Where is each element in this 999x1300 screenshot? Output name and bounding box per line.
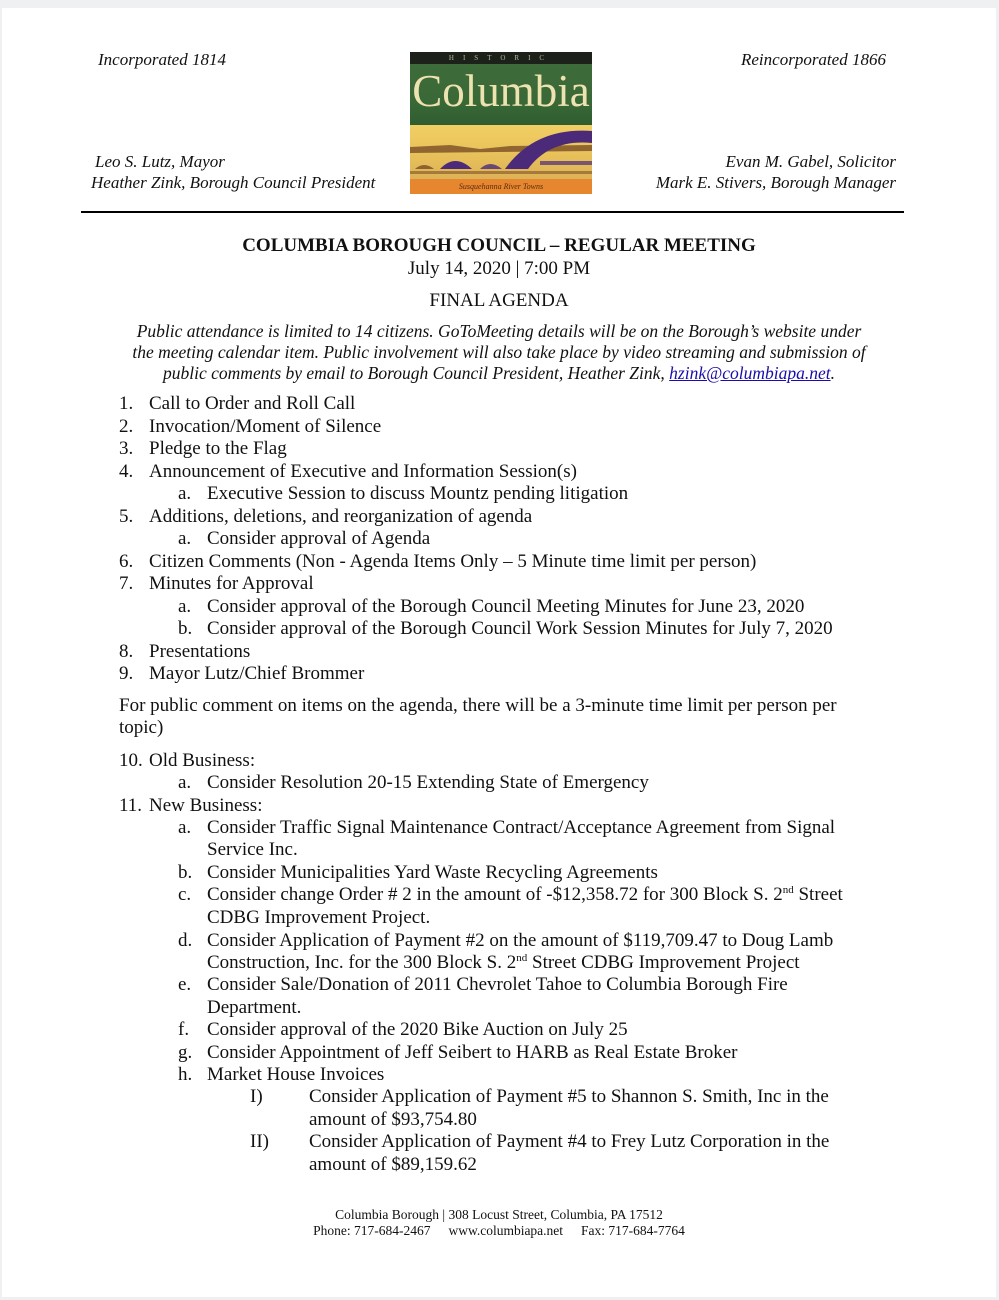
solicitor-name: Evan M. Gabel, Solicitor bbox=[725, 152, 896, 171]
footer-address: Columbia Borough | 308 Locust Street, Columbia, PA 17512 bbox=[335, 1207, 663, 1222]
meeting-datetime: July 14, 2020 | 7:00 PM bbox=[407, 258, 591, 279]
footer-website[interactable]: www.columbiapa.net bbox=[448, 1223, 564, 1238]
footer-fax: Fax: 717-684-7764 bbox=[581, 1223, 685, 1238]
incorporated-text: Incorporated 1814 bbox=[98, 50, 226, 69]
footer-contact bbox=[2, 1223, 996, 1239]
notice-line-1: Public attendance is limited to 14 citizens. GoToMeeting details will be on the Borough’s website under bbox=[136, 321, 862, 341]
public-comment-note-line-2: topic) bbox=[119, 717, 164, 738]
logo-bridge-band bbox=[410, 125, 592, 179]
logo-title: Columbia bbox=[412, 66, 590, 116]
notice-end: . bbox=[830, 363, 835, 383]
notice-line-3-text: public comments by email to Borough Council President, Heather Zink, bbox=[163, 363, 670, 383]
mayor-name: Leo S. Lutz, Mayor bbox=[95, 152, 225, 171]
borough-manager-name: Mark E. Stivers, Borough Manager bbox=[655, 173, 896, 192]
logo-top-band: HISTORIC bbox=[410, 52, 592, 64]
invoice-item-2-cont: amount of $89,159.62 bbox=[309, 1154, 477, 1175]
footer-phone: Phone: 717-684-2467 bbox=[313, 1223, 431, 1238]
agenda-item-11c-cont: CDBG Improvement Project. bbox=[207, 907, 431, 928]
email-link[interactable]: hzink@columbiapa.net bbox=[669, 363, 831, 383]
header-divider bbox=[81, 211, 904, 213]
council-president-name: Heather Zink, Borough Council President bbox=[91, 173, 376, 192]
agenda-label: FINAL AGENDA bbox=[429, 290, 569, 311]
public-comment-note-line-1: For public comment on items on the agenda, there will be a 3-minute time limit per person per bbox=[119, 695, 837, 716]
agenda-item-11a-cont: Service Inc. bbox=[207, 839, 298, 860]
logo-bottom-band: Susquehanna River Towns bbox=[410, 179, 592, 194]
columbia-logo bbox=[410, 52, 592, 194]
notice-line-3 bbox=[2, 363, 996, 384]
agenda-item-11d-cont: Construction, Inc. for the 300 Block S. 2nd Street CDBG Improvement Project bbox=[207, 952, 800, 973]
document-page: Incorporated 1814 Reincorporated 1866 Leo S. Lutz, Mayor Heather Zink, Borough Council President Evan M. Gabel, Solicitor Mark E. Stivers, Borough Manager HISTORIC Columbia Susquehanna River Towns COLUMBIA BOROUGH COUNCIL – REGULAR MEETING July 14, 2020 | 7:00 PM FINAL AGENDA Public attendance is limited to 14 citizens. GoToMeeting details will be on the Borough’s website under the meeting calendar item. Public involvement will also take place by video streaming and submission of public comments by email to Borough Council President, Heather Zink, hzink@columbiapa.net. 1. Call to Order and Roll Call 2. Invocation/Moment of Silence 3. Pledge to the Flag 4. Announcement of Executive and Information Session(s) a. Executive Session to discuss Mountz pending litigation 5. Additions, deletions, and reorganization of agenda a. Consider approval of Agenda 6. Citizen Comments (Non - Agenda Items Only – 5 Minute time limit per person) 7. Minutes for Approval a. Consider approval of the Borough Council Meeting Minutes for June 23, 2020 b. Consider approval of the Borough Council Work Session Minutes for July 7, 2020 8. Presentations 9. Mayor Lutz/Chief Brommer For public comment on items on the agenda, there will be a 3-minute time limit per person per topic) 10. Old Business: a. Consider Resolution 20-15 Extending State of Emergency 11. New Business: a. Consider Traffic Signal Maintenance Contract/Acceptance Agreement from Signal Service Inc. b. Consider Municipalities Yard Waste Recycling Agreements c. Consider change Order # 2 in the amount of -$12,358.72 for 300 Block S. 2nd Street CDBG Improvement Project. d. Consider Application of Payment #2 on the amount of $119,709.47 to Doug Lamb Construction, Inc. for the 300 Block S. 2nd Street CDBG Improvement Project e. Consider Sale/Donation of 2011 Chevrolet Tahoe to Columbia Borough Fire Department. f. Consider approval of the 2020 Bike Auction on July 25 g. Consider Appointment of Jeff Seibert to HARB as Real Estate Broker h. Market House Invoices I) Consider Application of Payment #5 to Shannon S. Smith, Inc in the amount of $93,754.80 II) Consider Application of Payment #4 to Frey Lutz Corporation in the amount of $89,159.62 Columbia Borough | 308 Locust Street, Columbia, PA 17512 Phone: 717-684-2467 www.columbiapa.net Fax: 717-684-7764 bbox=[2, 8, 996, 1297]
agenda-item-11e-cont: Department. bbox=[207, 997, 302, 1018]
reincorporated-text: Reincorporated 1866 bbox=[741, 50, 886, 69]
invoice-item-1-cont: amount of $93,754.80 bbox=[309, 1109, 477, 1130]
bridge-icon bbox=[410, 125, 592, 179]
notice-line-2: the meeting calendar item. Public involvement will also take place by video streaming and submission of bbox=[132, 342, 866, 362]
meeting-title: COLUMBIA BOROUGH COUNCIL – REGULAR MEETING bbox=[242, 235, 756, 256]
